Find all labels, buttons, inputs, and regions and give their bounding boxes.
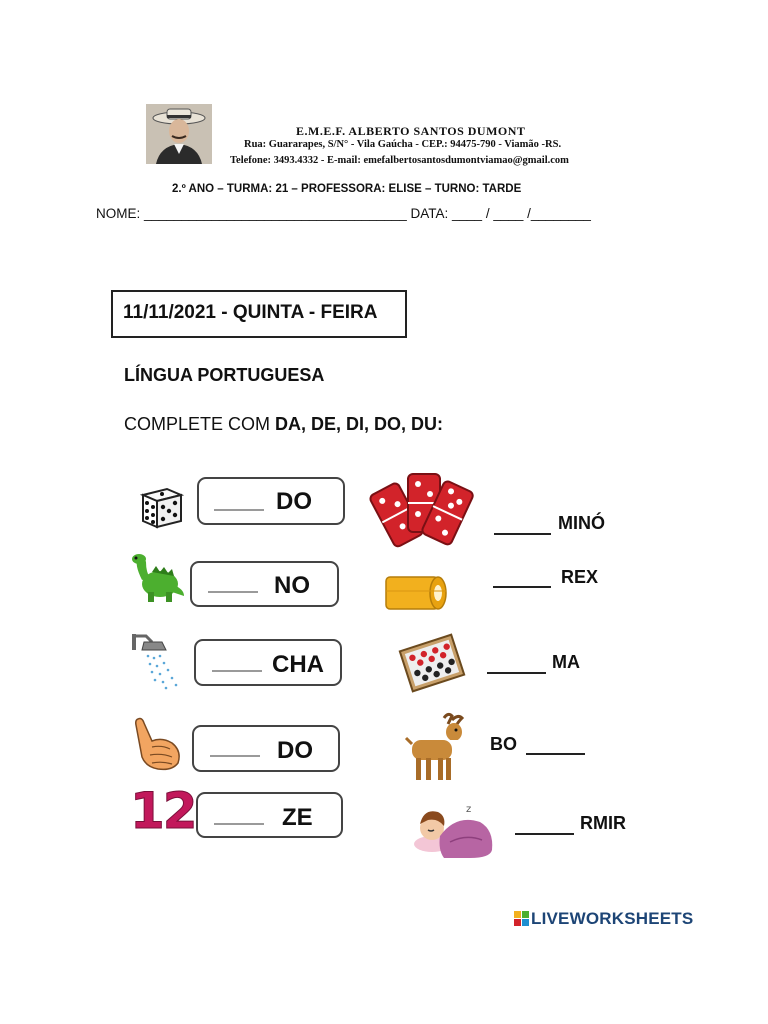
- number-twelve-icon: 12: [130, 782, 196, 840]
- word-right-1: MINÓ: [558, 513, 605, 533]
- instruction-syllables: DA, DE, DI, DO, DU:: [275, 414, 444, 434]
- word-1: DO: [276, 488, 312, 515]
- school-address: Rua: Guararapes, S/N° - Vila Gaúcha - CEP.: 94475-790 - Viamão -RS.: [244, 139, 562, 150]
- name-date-line: NOME: ___________________________________ DATA: ____ / ____ /________: [96, 206, 591, 221]
- sleeping-girl-icon: [410, 800, 496, 862]
- word-box-1: [197, 477, 345, 525]
- instruction: [124, 414, 443, 435]
- dinosaur-icon: [126, 550, 186, 604]
- word-blank-5[interactable]: [214, 823, 264, 825]
- word-blank-3[interactable]: [212, 670, 262, 672]
- word-2: NO: [274, 572, 310, 599]
- instruction-prefix: COMPLETE COM: [124, 414, 276, 434]
- liveworksheets-logo[interactable]: LIVEWORKSHEETS: [531, 909, 694, 928]
- school-patron-portrait: [146, 104, 212, 164]
- blank-right-5[interactable]: [515, 833, 574, 835]
- word-box-4: [192, 725, 340, 772]
- shower-icon: [130, 630, 192, 690]
- blank-right-1[interactable]: [494, 533, 551, 535]
- word-box-2: [190, 561, 339, 607]
- word-right-3: MA: [552, 652, 580, 672]
- blank-right-2[interactable]: [493, 586, 551, 588]
- goat-icon: [404, 712, 466, 784]
- subject-title: LÍNGUA PORTUGUESA: [124, 365, 325, 385]
- checkers-board-icon: [397, 628, 467, 698]
- word-3: CHA: [272, 651, 324, 678]
- date-text: 11/11/2021 - QUINTA - FEIRA: [123, 302, 378, 323]
- class-info: 2.º ANO – TURMA: 21 – PROFESSORA: ELISE – TURNO: TARDE: [172, 183, 522, 195]
- blank-right-4[interactable]: [526, 753, 585, 755]
- dice-icon: [137, 481, 187, 531]
- word-right-4: BO: [490, 734, 517, 754]
- blank-right-3[interactable]: [487, 672, 546, 674]
- word-right-5: RMIR: [580, 813, 626, 833]
- word-box-5: [196, 792, 343, 838]
- liveworksheets-logo-icon: [514, 911, 530, 927]
- svg-text:z: z: [466, 804, 472, 815]
- school-contact: Telefone: 3493.4332 - E-mail: emefalbertosantosdumontviamao@gmail.com: [230, 155, 569, 166]
- word-blank-2[interactable]: [208, 591, 258, 593]
- finger-icon: [132, 715, 184, 773]
- word-blank-4[interactable]: [210, 755, 260, 757]
- school-name: E.M.E.F. ALBERTO SANTOS DUMONT: [296, 124, 526, 138]
- word-4: DO: [277, 737, 313, 764]
- word-5: ZE: [282, 804, 313, 831]
- word-blank-1[interactable]: [214, 509, 264, 511]
- word-right-2: REX: [561, 567, 599, 587]
- tape-icon: [382, 565, 452, 615]
- dominoes-icon: [368, 470, 474, 548]
